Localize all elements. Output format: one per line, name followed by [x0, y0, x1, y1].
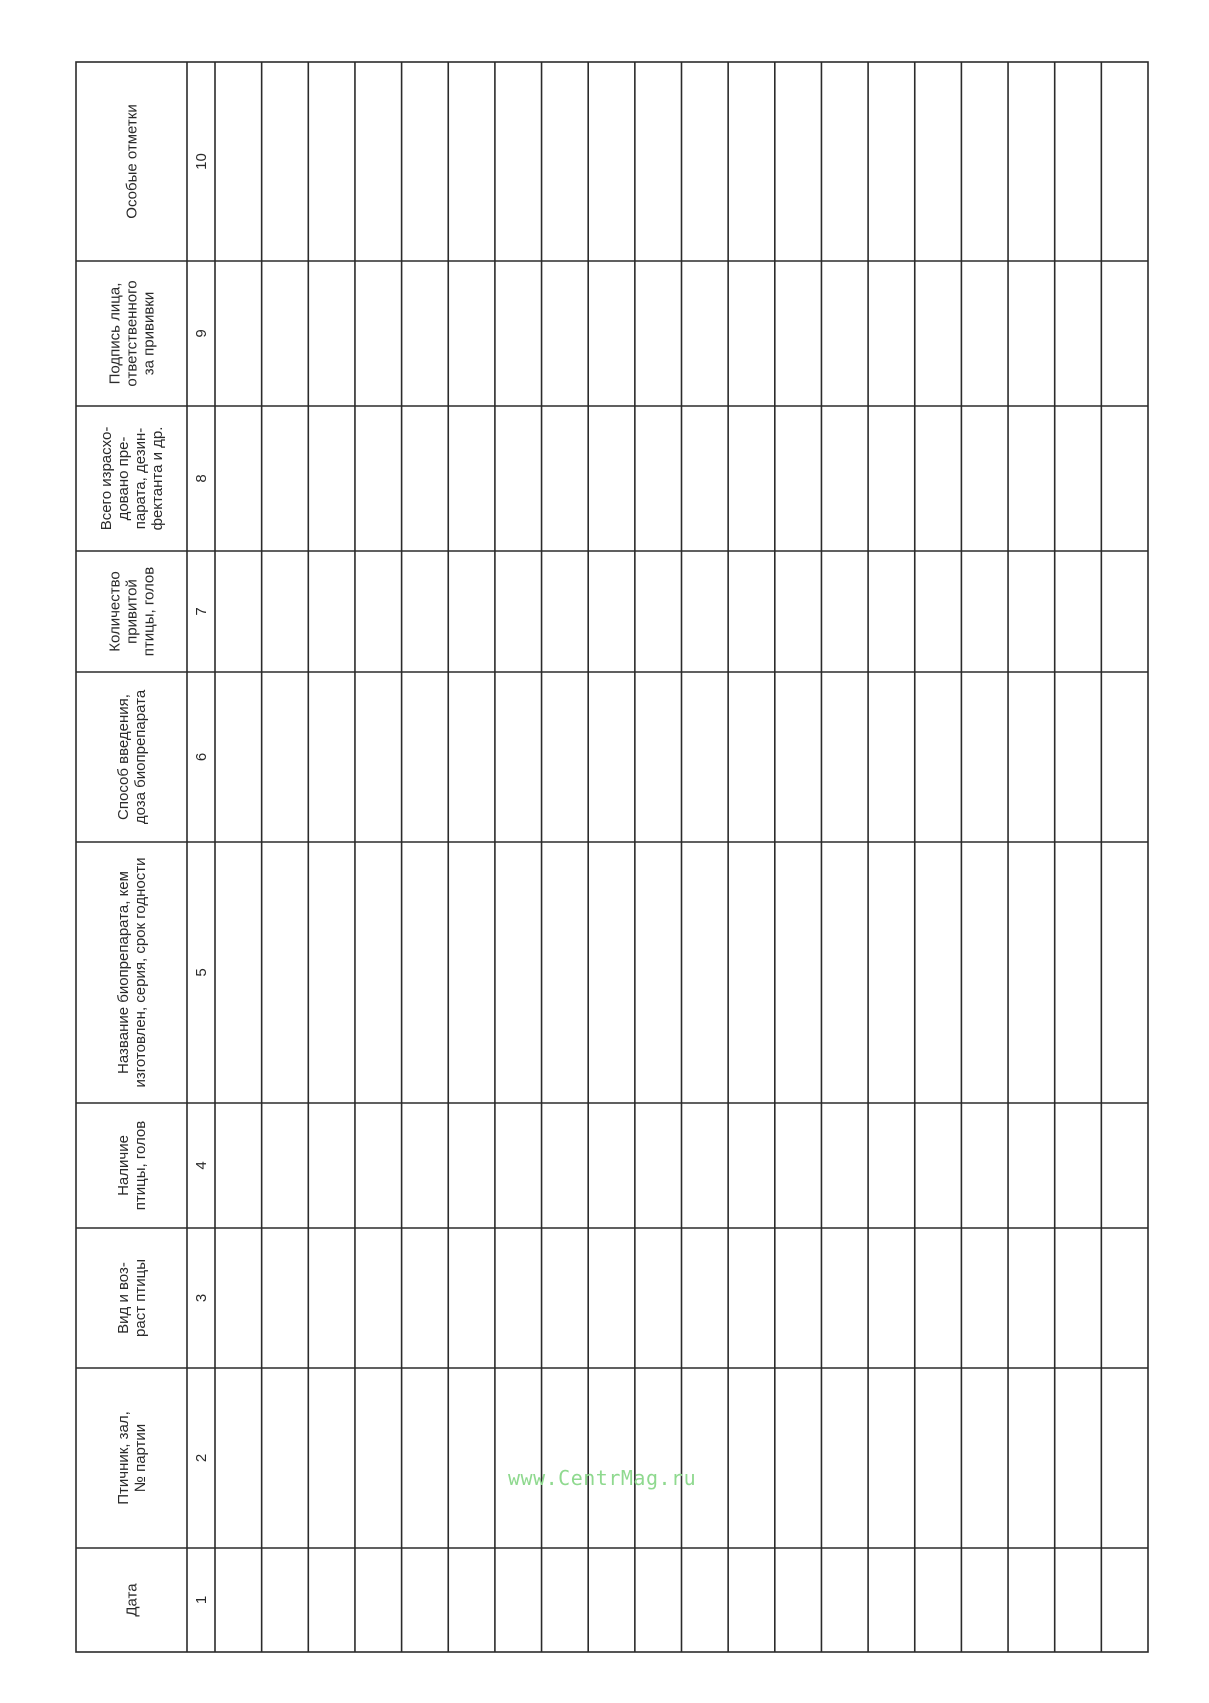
column-number-9: 9: [193, 329, 210, 338]
column-number-4: 4: [193, 1161, 210, 1170]
column-header-line: изготовлен, серия, срок годности: [132, 857, 149, 1088]
column-header-line: Дата: [123, 1583, 141, 1617]
column-header-3: [115, 1259, 149, 1337]
column-number-8: 8: [193, 474, 210, 483]
column-header-line: доза биопрепарата: [132, 689, 149, 825]
column-header-8: [98, 427, 166, 531]
column-header-line: птицы, голов: [140, 566, 158, 657]
column-header-line: довано пре-: [115, 436, 132, 521]
column-header-line: № партии: [132, 1423, 149, 1493]
column-header-line: Вид и воз-: [115, 1262, 132, 1334]
column-number-6: 6: [193, 752, 210, 762]
column-header-line: за прививки: [140, 291, 158, 376]
column-header-line: Название биопрепарата, кем: [115, 871, 132, 1074]
column-header-line: Особые отметки: [123, 104, 141, 219]
column-header-7: [107, 567, 158, 656]
column-header-9: [107, 280, 158, 386]
column-number-2: 2: [193, 1453, 210, 1463]
column-header-4: [115, 1121, 149, 1210]
column-header-line: раст птицы: [132, 1259, 149, 1337]
column-header-line: Наличие: [115, 1135, 132, 1196]
table-border: [76, 62, 1148, 1652]
column-number-3: 3: [193, 1293, 210, 1303]
column-header-line: ответственного: [123, 280, 141, 387]
column-header-1: [124, 1583, 141, 1617]
watermark-text: www.CentrMag.ru: [508, 1466, 697, 1490]
column-header-line: Способ введения,: [115, 694, 132, 820]
column-header-line: фектанта и др.: [149, 426, 166, 531]
column-header-line: привитой: [123, 579, 141, 644]
column-number-7: 7: [193, 607, 210, 616]
column-header-10: [124, 104, 141, 218]
column-number-5: 5: [193, 968, 210, 977]
column-header-5: [115, 857, 149, 1087]
column-header-line: Подпись лица,: [106, 282, 124, 385]
column-header-line: Птичник, зал,: [115, 1411, 132, 1505]
column-header-6: [115, 689, 149, 824]
column-number-10: 10: [193, 153, 210, 170]
column-header-line: птицы, голов: [132, 1120, 149, 1211]
column-number-1: 1: [193, 1595, 210, 1605]
column-header-line: Всего израсхо-: [98, 426, 115, 531]
column-header-line: парата, дезин-: [132, 427, 149, 530]
column-header-line: Количество: [106, 571, 124, 652]
column-header-2: [115, 1411, 149, 1505]
